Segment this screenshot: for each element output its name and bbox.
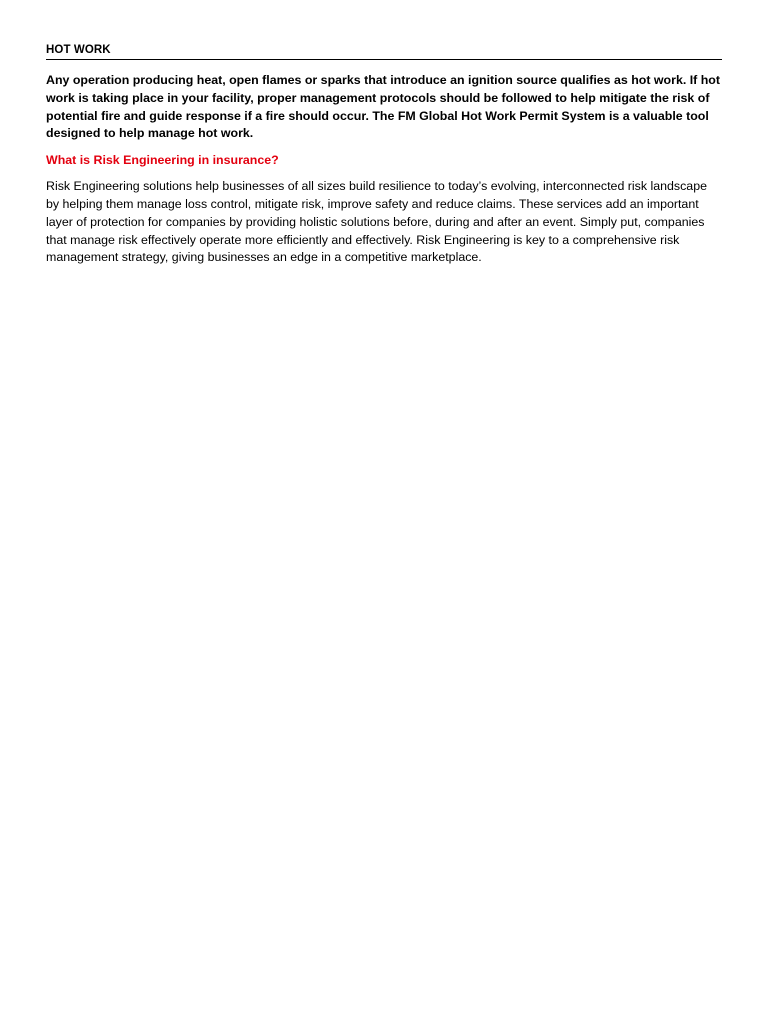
document-page — [46, 0, 722, 267]
subheading: What is Risk Engineering in insurance? — [46, 153, 279, 168]
section-heading: HOT WORK — [46, 44, 722, 60]
intro-paragraph: Any operation producing heat, open flames or sparks that introduce an ignition source qualifies as hot work. If hot work is taking place in your facility, proper management protocols should be followed to help mitigate the risk of potential fire and guide response if a fire should occur. The FM Global Hot Work Permit System is a valuable tool designed to help manage hot work. — [46, 73, 720, 141]
body-paragraph: Risk Engineering solutions help businesses of all sizes build resilience to today’s evolving, interconnected risk landscape by helping them manage loss control, mitigate risk, improve safety and reduce claims. These services add an important layer of protection for companies by providing holistic solutions before, during and after an event. Simply put, companies that manage risk effectively operate more efficiently and effectively. Risk Engineering is key to a comprehensive risk management strategy, giving businesses an edge in a competitive marketplace. — [46, 179, 707, 265]
